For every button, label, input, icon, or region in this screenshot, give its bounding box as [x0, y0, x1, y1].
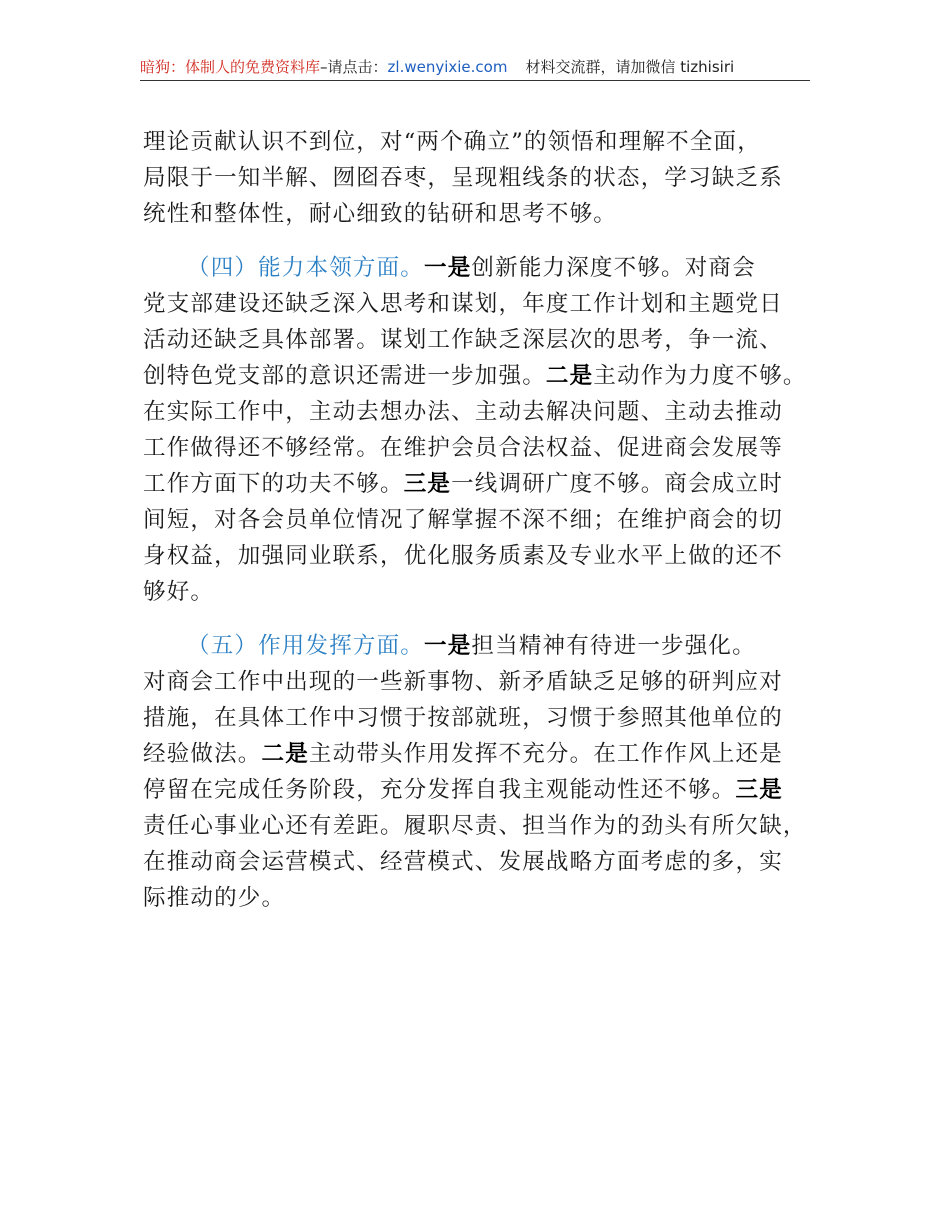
text-line: 在实际工作中，主动去想办法、主动去解决问题、主动去推动: [143, 399, 783, 425]
page-header: [140, 57, 810, 81]
paragraph-ability: [143, 250, 833, 610]
bold-marker: 三是: [403, 471, 452, 497]
text-line: 工作做得还不够经常。在维护会员合法权益、促进商会发展等: [143, 435, 783, 461]
text-line: 统性和整体性，耐心细致的钻研和思考不够。: [143, 201, 618, 227]
text-line: 党支部建设还缺乏深入思考和谋划，年度工作计划和主题党日: [143, 291, 783, 317]
text-line: [143, 466, 833, 502]
header-contact: 材料交流群，请加微信 tizhisiri: [525, 58, 735, 76]
text-line: [143, 250, 833, 286]
text-span: 担当精神有待进一步强化。: [471, 633, 756, 659]
text-line: 理论贡献认识不到位，对“两个确立”的领悟和理解不全面，: [143, 129, 761, 155]
bold-marker: 三是: [735, 777, 783, 803]
paragraph-role: [143, 628, 833, 916]
text-span: 主动带头作用发挥不充分。在工作作风上还是: [308, 741, 783, 767]
text-line: [143, 736, 833, 772]
header-url-link[interactable]: zl.wenyixie.com: [387, 58, 508, 76]
text-line: [143, 772, 833, 808]
text-line: 在推动商会运营模式、经营模式、发展战略方面考虑的多，实: [143, 849, 783, 875]
text-line: 责任心事业心还有差距。履职尽责、担当作为的劲头有所欠缺，: [143, 813, 807, 839]
text-span: 一线调研广度不够。商会成立时: [451, 471, 783, 497]
text-line: 够好。: [143, 579, 215, 605]
text-line: 间短，对各会员单位情况了解掌握不深不细；在维护商会的切: [143, 507, 783, 533]
section-heading-role: （五）作用发挥方面。: [187, 633, 425, 659]
text-span: 停留在完成任务阶段，充分发挥自我主观能动性还不够。: [143, 777, 736, 803]
text-line: 措施，在具体工作中习惯于按部就班，习惯于参照其他单位的: [143, 705, 783, 731]
text-span: 主动作为力度不够。: [593, 363, 807, 389]
document-body: [143, 124, 833, 934]
text-line: 活动还缺乏具体部署。谋划工作缺乏深层次的思考，争一流、: [143, 327, 783, 353]
text-line: 身权益，加强同业联系，优化服务质素及专业水平上做的还不: [143, 543, 783, 569]
text-line: 局限于一知半解、囫囵吞枣，呈现粗线条的状态，学习缺乏系: [143, 165, 783, 191]
text-span: 工作方面下的功夫不够。: [143, 471, 404, 497]
text-line: 际推动的少。: [143, 885, 286, 911]
text-span: 创新能力深度不够。对商会: [471, 255, 756, 281]
text-line: [143, 358, 833, 394]
bold-marker: 一是: [424, 633, 472, 659]
header-brand: 暗狗：体制人的免费资料库: [140, 58, 321, 76]
bold-marker: 二是: [261, 741, 309, 767]
text-line: 对商会工作中出现的一些新事物、新矛盾缺乏足够的研判应对: [143, 669, 783, 695]
text-span: 经验做法。: [143, 741, 262, 767]
text-line: [143, 628, 833, 664]
bold-marker: 一是: [424, 255, 472, 281]
text-span: 创特色党支部的意识还需进一步加强。: [143, 363, 546, 389]
section-heading-ability: （四）能力本领方面。: [187, 255, 425, 281]
paragraph-continuation: [143, 124, 833, 232]
header-prompt: –请点击：: [320, 58, 388, 76]
bold-marker: 二是: [545, 363, 594, 389]
